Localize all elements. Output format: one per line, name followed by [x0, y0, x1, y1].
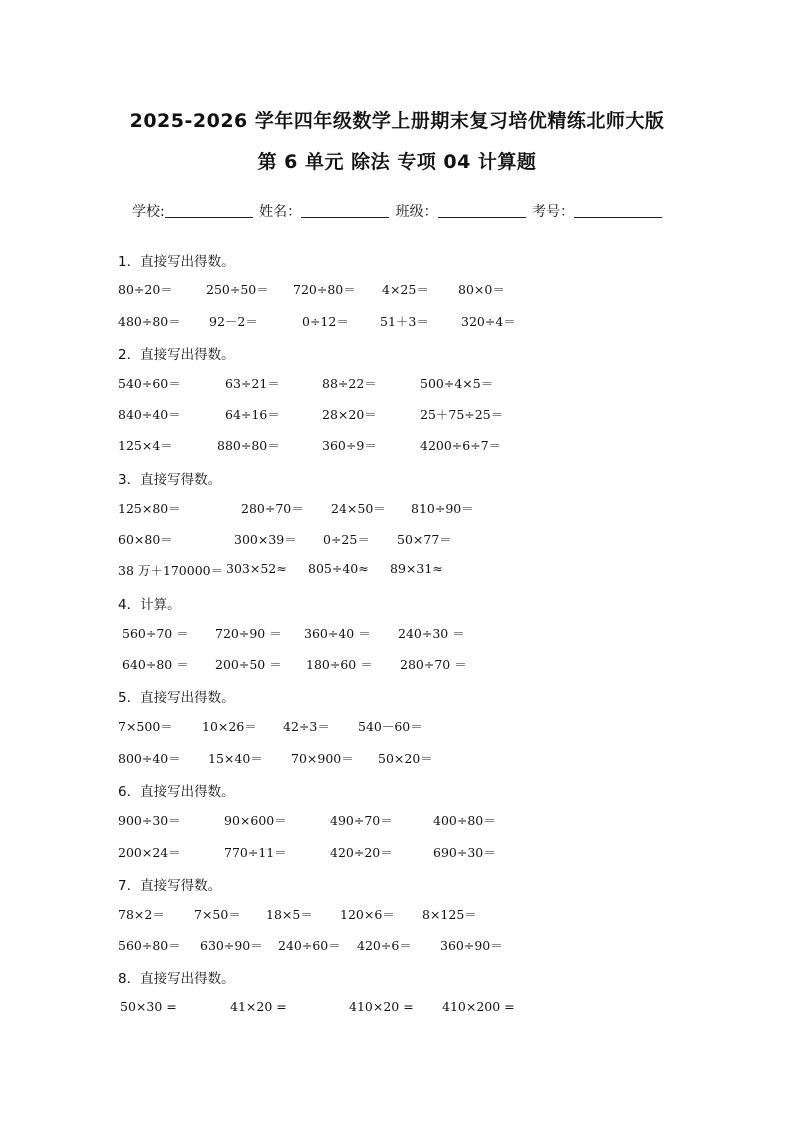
arithmetic-problem: 50×20＝: [378, 751, 433, 766]
arithmetic-problem: 60×80＝: [118, 532, 173, 547]
arithmetic-problem: 51＋3＝: [380, 314, 429, 329]
arithmetic-problem: 7×50＝: [194, 907, 241, 922]
arithmetic-problem: 63÷21＝: [225, 376, 280, 391]
arithmetic-problem: 320÷4＝: [461, 314, 516, 329]
arithmetic-problem: 540－60＝: [358, 719, 423, 734]
problem-row: [0, 749, 794, 767]
arithmetic-problem: 80÷20＝: [118, 282, 173, 297]
arithmetic-problem: 540÷60＝: [118, 376, 181, 391]
arithmetic-problem: 38 万＋170000＝: [118, 563, 224, 578]
arithmetic-problem: 92－2＝: [209, 314, 258, 329]
arithmetic-problem: 41×20 =: [230, 999, 287, 1014]
arithmetic-problem: 770÷11＝: [224, 845, 287, 860]
problem-row: [0, 280, 794, 298]
exam-number-label: 考号：: [532, 204, 575, 220]
problem-row: [0, 811, 794, 829]
arithmetic-problem: 25＋75÷25＝: [420, 407, 504, 422]
arithmetic-problem: 900÷30＝: [118, 813, 181, 828]
class-blank[interactable]: [438, 203, 526, 218]
arithmetic-problem: 80×0＝: [458, 282, 505, 297]
arithmetic-problem: 800÷40＝: [118, 751, 181, 766]
class-label: 班级：: [395, 204, 438, 220]
exam-number-blank[interactable]: [574, 203, 662, 218]
arithmetic-problem: 125×4＝: [118, 438, 173, 453]
question-heading: 7．直接写得数。: [118, 878, 222, 894]
arithmetic-problem: 200×24＝: [118, 845, 181, 860]
question-heading: 3．直接写得数。: [118, 472, 222, 488]
problem-row: [0, 374, 794, 392]
arithmetic-problem: 15×40＝: [208, 751, 263, 766]
arithmetic-problem: 690÷30＝: [433, 845, 496, 860]
arithmetic-problem: 720÷90 ＝: [215, 626, 282, 641]
question-heading: 2．直接写出得数。: [118, 347, 235, 363]
problem-row: [0, 999, 794, 1017]
school-blank[interactable]: [165, 203, 253, 218]
name-label: 姓名：: [259, 204, 302, 220]
arithmetic-problem: 480÷80＝: [118, 314, 181, 329]
name-blank[interactable]: [301, 203, 389, 218]
arithmetic-problem: 125×80＝: [118, 501, 181, 516]
arithmetic-problem: 805÷40≈: [308, 561, 369, 576]
arithmetic-problem: 360÷90＝: [440, 938, 503, 953]
question-heading: 5．直接写出得数。: [118, 690, 235, 706]
problem-row: [0, 655, 794, 673]
problem-row: [0, 624, 794, 642]
arithmetic-problem: 640÷80 ＝: [122, 657, 189, 672]
arithmetic-problem: 90×600＝: [224, 813, 287, 828]
school-label: 学校:: [132, 204, 165, 220]
arithmetic-problem: 4×25＝: [382, 282, 429, 297]
arithmetic-problem: 630÷90＝: [200, 938, 263, 953]
problem-row: [0, 717, 794, 735]
arithmetic-problem: 720÷80＝: [293, 282, 356, 297]
arithmetic-problem: 10×26＝: [202, 719, 257, 734]
question-heading: 6．直接写出得数。: [118, 784, 235, 800]
arithmetic-problem: 360÷9＝: [322, 438, 377, 453]
arithmetic-problem: 50×77＝: [397, 532, 452, 547]
question-heading: 1．直接写出得数。: [118, 254, 235, 270]
arithmetic-problem: 240÷60＝: [278, 938, 341, 953]
arithmetic-problem: 18×5＝: [266, 907, 313, 922]
problem-row: [0, 905, 794, 923]
arithmetic-problem: 28×20＝: [322, 407, 377, 422]
arithmetic-problem: 0÷12＝: [302, 314, 349, 329]
student-info-line: [132, 201, 664, 221]
problem-row: [0, 530, 794, 548]
arithmetic-problem: 300×39＝: [234, 532, 297, 547]
question-heading: 4．计算。: [118, 597, 181, 613]
problem-row: [0, 405, 794, 423]
arithmetic-problem: 200÷50 ＝: [215, 657, 282, 672]
arithmetic-problem: 24×50＝: [331, 501, 386, 516]
arithmetic-problem: 360÷40 ＝: [304, 626, 371, 641]
arithmetic-problem: 303×52≈: [226, 561, 287, 576]
arithmetic-problem: 560÷80＝: [118, 938, 181, 953]
arithmetic-problem: 78×2＝: [118, 907, 165, 922]
problem-row: [0, 312, 794, 330]
problem-row: [0, 843, 794, 861]
arithmetic-problem: 560÷70 ＝: [122, 626, 189, 641]
arithmetic-problem: 7×500＝: [118, 719, 173, 734]
arithmetic-problem: 490÷70＝: [330, 813, 393, 828]
problem-row: [0, 499, 794, 517]
arithmetic-problem: 64÷16＝: [225, 407, 280, 422]
arithmetic-problem: 420÷6＝: [357, 938, 412, 953]
arithmetic-problem: 400÷80＝: [433, 813, 496, 828]
arithmetic-problem: 410×200 =: [442, 999, 515, 1014]
arithmetic-problem: 410×20 =: [349, 999, 414, 1014]
arithmetic-problem: 250÷50＝: [206, 282, 269, 297]
arithmetic-problem: 280÷70 ＝: [400, 657, 467, 672]
arithmetic-problem: 70×900＝: [291, 751, 354, 766]
arithmetic-problem: 88÷22＝: [322, 376, 377, 391]
arithmetic-problem: 880÷80＝: [217, 438, 280, 453]
arithmetic-problem: 500÷4×5＝: [420, 376, 494, 391]
arithmetic-problem: 89×31≈: [390, 561, 443, 576]
arithmetic-problem: 4200÷6÷7＝: [420, 438, 502, 453]
question-heading: 8．直接写出得数。: [118, 971, 235, 987]
arithmetic-problem: 50×30 =: [120, 999, 177, 1014]
arithmetic-problem: 120×6＝: [340, 907, 395, 922]
page-subtitle: 第 6 单元 除法 专项 04 计算题: [257, 151, 537, 173]
arithmetic-problem: 180÷60 ＝: [306, 657, 373, 672]
problem-row: [0, 936, 794, 954]
problem-row: [0, 436, 794, 454]
arithmetic-problem: 8×125＝: [422, 907, 477, 922]
arithmetic-problem: 810÷90＝: [411, 501, 474, 516]
page-title: 2025-2026 学年四年级数学上册期末复习培优精练北师大版: [129, 110, 665, 132]
arithmetic-problem: 840÷40＝: [118, 407, 181, 422]
arithmetic-problem: 240÷30 ＝: [398, 626, 465, 641]
arithmetic-problem: 420÷20＝: [330, 845, 393, 860]
arithmetic-problem: 42÷3＝: [283, 719, 330, 734]
arithmetic-problem: 0÷25＝: [323, 532, 370, 547]
problem-row: [0, 561, 794, 579]
arithmetic-problem: 280÷70＝: [241, 501, 304, 516]
